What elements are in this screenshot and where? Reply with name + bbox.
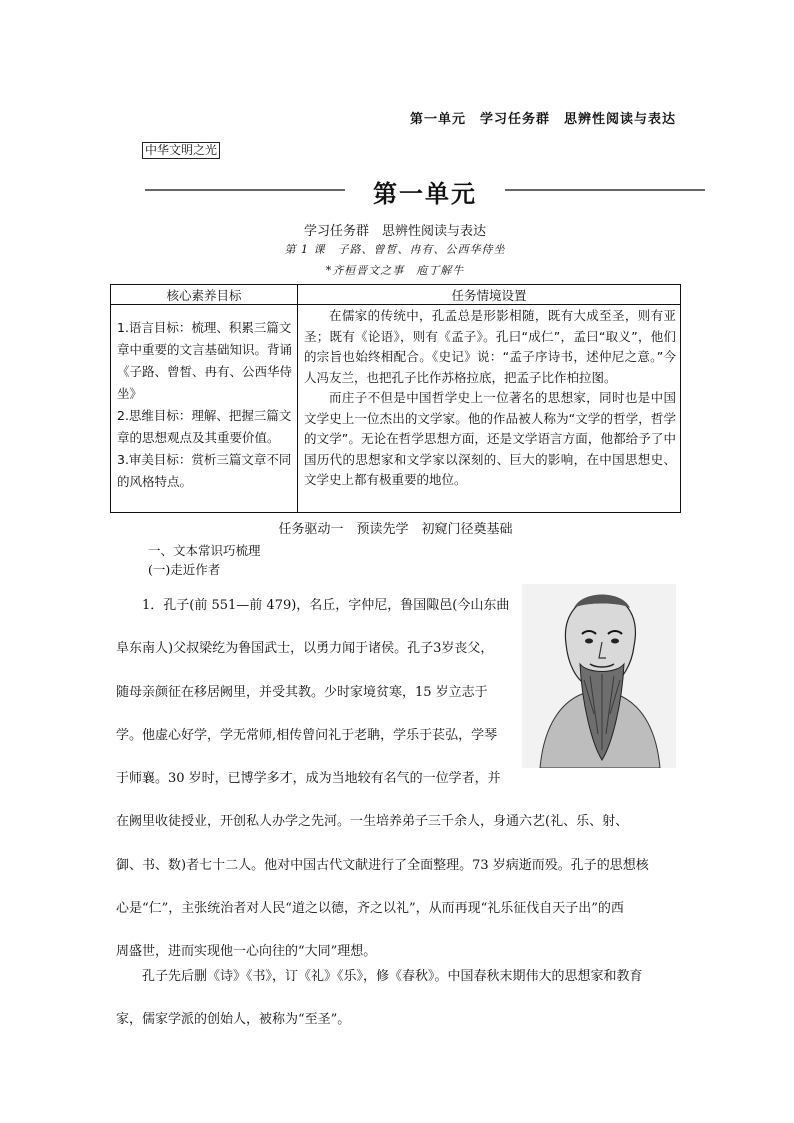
- closing-line: 孔子先后删《诗》《书》，订《礼》《乐》，修《春秋》。中国春秋末期伟大的思想家和教育: [142, 969, 643, 984]
- goals-table: [110, 284, 681, 513]
- bio-line: 心是“仁”，主张统治者对人民“道之以德，齐之以礼”，从而再现“礼乐征伐自天子出”的西: [116, 901, 624, 917]
- bio-line: 阜东南人)父叔梁纥为鲁国武士，以勇力闻于诸侯。孔子3岁丧父，: [116, 641, 494, 657]
- situation-cell: [304, 306, 676, 491]
- bio-line: 御、书、数)者七十二人。他对中国古代文献进行了全面整理。73 岁病逝而殁。孔子的思想核: [116, 857, 649, 873]
- task-group-subtitle: 学习任务群 思辨性阅读与表达: [303, 224, 486, 239]
- bio-line: 学。他虚心好学，学无常师,相传曾问礼于老聃，学乐于苌弘，学琴: [116, 727, 498, 743]
- lesson-sub: *齐桓晋文之事 庖丁解牛: [325, 264, 465, 277]
- unit-title-row: [145, 174, 705, 206]
- table-header-goals: 核心素养目标: [166, 288, 242, 303]
- situation-paragraph: 而庄子不但是中国哲学史上一位著名的思想家，同时也是中国文学史上一位杰出的文学家。他的作品被人称为“文学的哲学，哲学的文学”。无论在哲学思想方面，还是文学语言方面，他都给予了中国历代的思想家和文学家以深刻的、巨大的影响，在中国思想史、文学史上都有极重要的地位。: [304, 390, 676, 487]
- bio-line: 在阙里收徒授业，开创私人办学之先河。一生培养弟子三千余人，身通六艺(礼、乐、射、: [116, 814, 629, 830]
- table-column-divider: [297, 285, 298, 512]
- bio-line: 1．孔子(前 551—前 479)，名丘，字仲尼，鲁国陬邑(今山东曲: [142, 598, 510, 613]
- table-header-situation: 任务情境设置: [451, 288, 527, 303]
- lesson-line: 第 1 课 子路、曾皙、冉有、公西华侍坐: [284, 243, 506, 256]
- goals-cell: [117, 317, 295, 493]
- title-rule-right: [505, 189, 705, 191]
- closing-line: 家，儒家学派的创始人，被称为“至圣”。: [116, 1012, 351, 1027]
- task-drive-heading: 任务驱动一 预读先学 初窥门径奠基础: [278, 522, 513, 537]
- bio-line: 随母亲颜征在移居阙里，并受其教。少时家境贫寒，15 岁立志于: [116, 684, 488, 700]
- section-heading: 一、文本常识巧梳理: [148, 543, 261, 558]
- closing-paragraph: [116, 955, 674, 1041]
- goal-item: 1.语言目标：梳理、积累三篇文章中重要的文言基础知识。背诵《子路、曾皙、冉有、公西华侍坐》: [117, 320, 293, 401]
- running-header: 第一单元 学习任务群 思辨性阅读与表达: [410, 112, 677, 127]
- situation-paragraph: 在儒家的传统中，孔孟总是形影相随，既有大成至圣，则有亚圣；既有《论语》，则有《孟子》。孔曰“成仁”，孟曰“取义”，他们的宗旨也始终相配合。《史记》说：“孟子序诗书，述仲尼之意。”今人冯友兰，也把孔子比作苏格拉底，把孟子比作柏拉图。: [304, 308, 676, 385]
- subsection-heading: (一)走近作者: [148, 562, 221, 577]
- unit-title: 第一单元: [373, 179, 477, 208]
- confucius-portrait: [522, 584, 676, 768]
- bio-line: 周盛世，进而实现他一心向往的“大同”理想。: [116, 944, 377, 960]
- goal-item: 2.思维目标：理解、把握三篇文章的思想观点及其重要价值。: [117, 408, 292, 445]
- goal-item: 3.审美目标：赏析三篇文章不同的风格特点。: [117, 452, 292, 489]
- section-tag: 中华文明之光: [142, 142, 220, 159]
- bio-line: 于师襄。30 岁时，已博学多才，成为当地较有名气的一位学者，并: [116, 771, 501, 787]
